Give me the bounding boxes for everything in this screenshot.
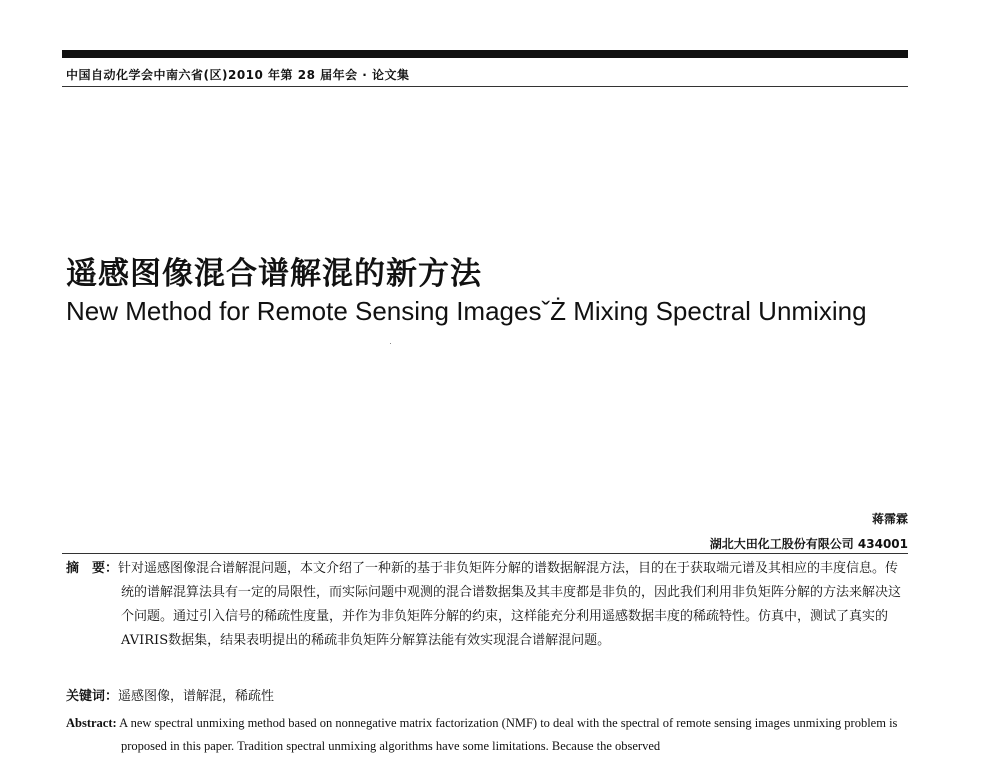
affiliation-rule xyxy=(62,553,908,554)
abstract-chinese xyxy=(66,557,908,653)
abstract-chinese-paragraph xyxy=(66,557,908,653)
abstract-english-text: A new spectral unmixing method based on nonnegative matrix factorization (NMF) to deal with the spectral of remote sensing images unmixing problem is proposed in this paper. Tradition spectral unmixing algorithms have some limitations. Because the observed xyxy=(119,716,898,753)
keywords-text: 遥感图像，谱解混，稀疏性 xyxy=(118,689,275,704)
abstract-english xyxy=(66,712,912,758)
header-thin-rule xyxy=(62,86,908,87)
running-head: 中国自动化学会中南六省(区)2010 年第 28 届年会 · 论文集 xyxy=(66,68,410,82)
abstract-english-label: Abstract: xyxy=(66,716,117,730)
abstract-chinese-label: 摘 要： xyxy=(66,561,119,576)
header-thick-rule xyxy=(62,50,908,58)
keywords-label: 关键词： xyxy=(66,689,119,704)
keywords-line xyxy=(66,687,908,707)
paper-title-english: New Method for Remote Sensing ImagesˇŻ Mixing Spectral Unmixing xyxy=(66,296,867,326)
author-name: 蒋霈霖 xyxy=(871,512,908,526)
abstract-chinese-text: 针对遥感图像混合谱解混问题，本文介绍了一种新的基于非负矩阵分解的谱数据解混方法，目的在于获取端元谱及其相应的丰度信息。传统的谱解混算法具有一定的局限性，而实际问题中观测的混合谱数据集及其丰度都是非负的，因此我们利用非负矩阵分解的方法来解决这个问题。通过引入信号的稀疏性度量，并作为非负矩阵分解的约束，这样能充分利用遥感数据丰度的稀疏特性。仿真中，测试了真实的AVIRIS数据集，结果表明提出的稀疏非负矩阵分解算法能有效实现混合谱解混问题。 xyxy=(118,561,902,648)
paper-title-chinese: 遥感图像混合谱解混的新方法 xyxy=(66,256,482,292)
scan-speck xyxy=(390,343,391,344)
author-affiliation: 湖北大田化工股份有限公司 434001 xyxy=(709,537,908,551)
